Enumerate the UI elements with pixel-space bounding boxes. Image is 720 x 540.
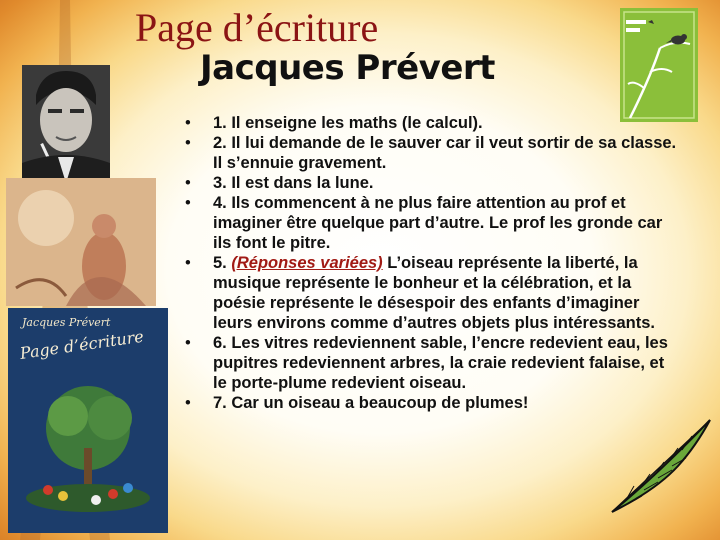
answer-text: 3. Il est dans la lune. xyxy=(213,174,374,192)
answer-text: 1. Il enseigne les maths (le calcul). xyxy=(213,114,483,132)
answer-text: L’oiseau représente la liberté, la musique représente le bonheur et la célébration, et la poésie représente le désespoir des enfants d’imaginer leurs environs comme d’autres objets plus intéressants. xyxy=(213,254,655,332)
children-painting xyxy=(6,178,156,306)
answer-item xyxy=(182,173,682,193)
answer-text: 4. Ils commencent à ne plus faire attention au prof et imaginer être quelque part d’autre. Le prof les gronde car ils font le pitre. xyxy=(213,194,663,252)
answer-highlight: (Réponses variées) xyxy=(231,254,383,272)
portrait-photo xyxy=(22,65,110,183)
book-author: Jacques Prévert xyxy=(22,316,111,329)
book-cover xyxy=(8,308,168,533)
answer-item xyxy=(182,193,682,253)
book-title: Page d’écriture xyxy=(18,326,145,363)
answer-text: 7. Car un oiseau a beaucoup de plumes! xyxy=(213,394,529,412)
answer-prefix: 5. xyxy=(213,254,232,272)
answer-text: 2. Il lui demande de le sauver car il veut sortir de sa classe. Il s’ennuie gravement. xyxy=(213,134,677,172)
quill-feather-icon xyxy=(606,416,714,516)
answer-item xyxy=(182,113,682,133)
answer-list xyxy=(182,113,682,413)
answer-text: 6. Les vitres redeviennent sable, l’encre redevient eau, les pupitres redeviennent arbres, la craie redevient falaise, et le porte-plume redevient oiseau. xyxy=(213,334,668,392)
bird-illustration xyxy=(620,8,698,122)
slide-subtitle: Jacques Prévert xyxy=(200,48,495,88)
slide-title: Page d’écriture xyxy=(135,5,379,50)
answer-item xyxy=(182,333,682,393)
answer-item xyxy=(182,393,682,413)
answer-item xyxy=(182,133,682,173)
answer-item xyxy=(182,253,682,333)
